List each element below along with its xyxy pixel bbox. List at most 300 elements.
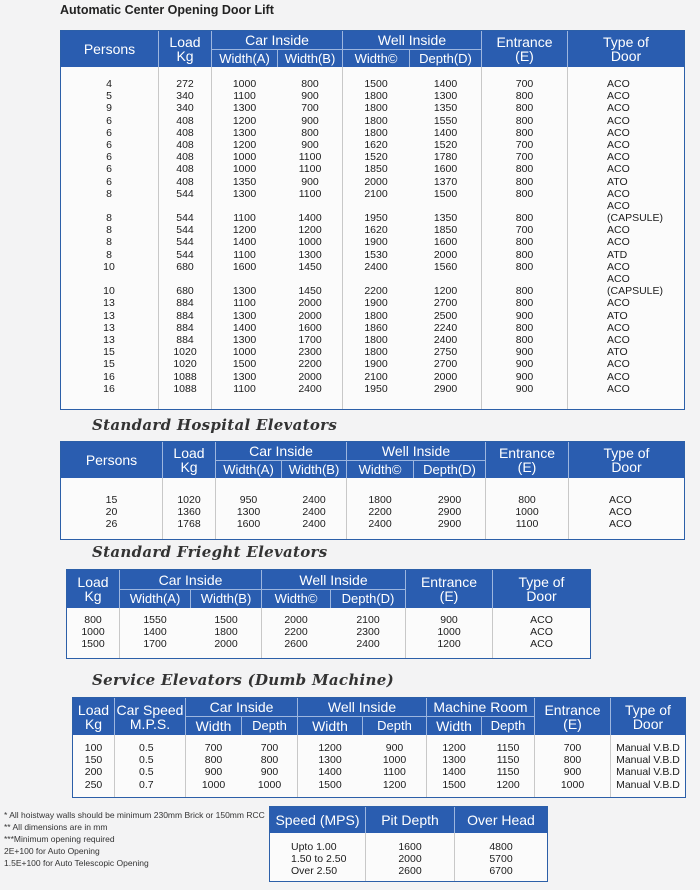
col-car-width <box>216 494 281 531</box>
table-cell: 1150 <box>496 742 520 754</box>
table-cell: 1350 <box>433 212 458 225</box>
table-cell: 900 <box>563 766 582 779</box>
table-cell: 1200 <box>442 742 466 754</box>
table-cell: 340 <box>176 102 194 115</box>
table-cell: 1020 <box>173 358 197 371</box>
table-cell: 2240 <box>433 321 458 334</box>
table-cell: 6 <box>106 138 112 151</box>
table-cell: 700 <box>515 224 534 237</box>
table-cell: ACO <box>607 151 630 164</box>
table-cell: 950 <box>239 494 258 506</box>
table-cell: 408 <box>176 163 194 176</box>
col-car-depth <box>282 494 346 531</box>
header-car-depth: Depth <box>252 718 287 733</box>
header-car-width-b: Width(B) <box>288 461 340 477</box>
table-cell: 1200 <box>232 224 257 237</box>
table-cell: ACO <box>607 126 630 139</box>
header-load: Load Kg <box>173 445 205 475</box>
table-header <box>61 442 684 478</box>
table-cell: 250 <box>84 778 103 791</box>
table-cell: 800 <box>515 90 534 103</box>
header-car-width-b: Width(B) <box>284 50 336 66</box>
table-cell: 1100 <box>383 766 406 779</box>
col-mr-depth <box>482 742 534 791</box>
table-cell: 2100 <box>364 187 388 200</box>
header-entrance: Entrance (E) <box>420 574 478 604</box>
table-cell: 1000 <box>232 346 257 359</box>
col-load <box>163 494 215 531</box>
table-cell: 10 <box>103 260 115 273</box>
table-cell: 800 <box>515 236 534 249</box>
table-cell: 16 <box>103 370 115 383</box>
col-door-type <box>607 78 683 395</box>
col-well-depth <box>363 742 426 791</box>
table-cell: 1300 <box>232 309 257 322</box>
header-load: Load Kg <box>77 574 109 604</box>
table-cell: 1900 <box>364 236 388 249</box>
header-well-inside: Well Inside <box>377 32 447 48</box>
col-car-depth <box>242 742 297 791</box>
table-cell: 0.5 <box>139 754 154 767</box>
table-cell <box>212 200 277 212</box>
col-door-type <box>609 494 679 531</box>
table-cell: Over 2.50 <box>291 865 338 878</box>
table-cell: (CAPSULE) <box>607 285 664 298</box>
table-cell: 1800 <box>364 90 388 103</box>
table-cell: 800 <box>515 102 534 115</box>
freight-elevators-title: Standard Frieght Elevators <box>92 543 328 561</box>
table-cell: ACO <box>607 297 630 310</box>
table-cell: 1350 <box>433 102 458 115</box>
col-well-width <box>343 78 409 395</box>
table-cell: 1600 <box>433 163 458 176</box>
col-load <box>73 742 114 791</box>
table-cell: 800 <box>84 614 102 626</box>
table-cell: 1500 <box>318 778 342 791</box>
freight-elevators-table <box>66 569 591 659</box>
table-cell: 1100 <box>233 212 256 225</box>
footnote: * All hoistway walls should be minimum 230mm Brick or 150mm RCC <box>4 810 265 820</box>
header-well-depth: Depth(D) <box>423 461 476 477</box>
table-cell: 800 <box>515 114 534 127</box>
table-cell: 1100 <box>298 163 322 176</box>
table-cell: 800 <box>515 175 534 188</box>
table-cell: 800 <box>515 126 534 139</box>
table-cell: 1530 <box>364 248 388 261</box>
table-cell: 2200 <box>284 626 308 639</box>
header-over-head: Over Head <box>467 812 535 828</box>
table-cell: 6 <box>106 175 112 188</box>
table-cell: 408 <box>176 175 194 188</box>
table-cell: 1300 <box>232 102 257 115</box>
table-cell: 150 <box>84 754 103 767</box>
table-cell: 2900 <box>437 518 462 531</box>
table-cell: 700 <box>515 78 534 90</box>
table-cell: 900 <box>301 138 319 151</box>
table-cell: 1200 <box>433 285 458 298</box>
table-cell: 1300 <box>298 248 322 261</box>
table-cell: 1000 <box>515 506 539 519</box>
table-cell: 1600 <box>236 518 261 531</box>
table-cell: 1300 <box>232 187 257 200</box>
table-cell: 2000 <box>298 309 322 322</box>
pit-overhead-table <box>269 806 548 882</box>
table-header <box>67 570 590 608</box>
header-entrance: Entrance (E) <box>498 445 556 475</box>
table-cell: 4 <box>106 78 112 90</box>
page-title: Automatic Center Opening Door Lift <box>60 3 274 17</box>
table-cell: ACO <box>607 358 630 371</box>
col-well-depth <box>414 494 485 531</box>
table-cell: 2900 <box>433 382 458 395</box>
table-cell: 700 <box>301 102 319 115</box>
table-cell: 800 <box>515 321 534 334</box>
col-car-depth <box>191 614 261 651</box>
header-mr-width: Width <box>436 718 472 734</box>
table-cell: 1900 <box>364 358 388 371</box>
table-cell: 1450 <box>298 260 322 273</box>
table-cell: 1100 <box>515 518 539 531</box>
col-well-depth <box>410 78 481 395</box>
table-cell: 1850 <box>433 224 458 237</box>
table-cell: 1200 <box>382 778 407 791</box>
table-cell: 5 <box>106 90 112 103</box>
table-cell: 1000 <box>382 754 407 767</box>
table-cell: 900 <box>204 766 223 779</box>
header-speed: Speed (MPS) <box>275 812 360 828</box>
table-cell: 1550 <box>143 614 167 626</box>
table-cell: ACO <box>607 260 630 273</box>
col-over-head <box>455 841 547 878</box>
table-cell: 1860 <box>364 321 388 334</box>
table-cell: 8 <box>106 236 112 249</box>
table-cell <box>343 200 409 212</box>
header-door-type: Type of Door <box>518 574 565 604</box>
table-cell: 408 <box>176 126 194 139</box>
table-cell: 900 <box>440 614 458 626</box>
header-well-inside: Well Inside <box>381 443 451 459</box>
table-cell: 1000 <box>232 78 257 90</box>
col-well-depth <box>331 614 405 651</box>
table-cell: 884 <box>176 333 194 346</box>
table-cell: 2000 <box>214 638 238 651</box>
table-cell: 800 <box>515 260 534 273</box>
table-cell: 6 <box>106 163 112 176</box>
table-cell: 1300 <box>232 285 257 298</box>
table-cell: 544 <box>176 236 194 249</box>
table-cell: 884 <box>176 309 194 322</box>
table-cell: 544 <box>176 224 194 237</box>
header-well-inside: Well Inside <box>299 571 368 588</box>
hospital-elevators-table <box>60 441 685 540</box>
col-pit-depth <box>366 841 454 878</box>
table-cell: 1400 <box>298 212 322 225</box>
table-cell: 13 <box>103 321 115 334</box>
footnote: 1.5E+100 for Auto Telescopic Opening <box>4 858 149 868</box>
header-load: Load Kg <box>169 34 201 64</box>
table-cell: ATO <box>607 346 628 359</box>
table-cell: 2100 <box>356 614 380 626</box>
table-cell: 2200 <box>368 506 392 519</box>
table-cell: 1500 <box>364 78 388 90</box>
table-cell: 1088 <box>173 382 197 395</box>
table-cell: 680 <box>176 285 194 298</box>
table-cell: ACO <box>607 114 630 127</box>
table-cell: 2000 <box>298 370 322 383</box>
col-entrance <box>535 742 610 791</box>
table-cell: ACO <box>530 614 553 626</box>
table-cell: 15 <box>103 346 115 359</box>
table-cell: 1300 <box>318 754 342 767</box>
table-cell: 1300 <box>236 506 261 519</box>
table-cell: 2200 <box>298 358 322 371</box>
table-cell: 800 <box>301 126 319 139</box>
table-cell: 1200 <box>437 638 461 651</box>
table-cell: 2100 <box>364 370 388 383</box>
table-cell: 900 <box>301 90 319 103</box>
table-cell: 20 <box>105 506 118 519</box>
table-cell: 884 <box>176 297 194 310</box>
table-cell: 1300 <box>433 90 458 103</box>
table-cell: 1350 <box>232 175 257 188</box>
table-cell: 1000 <box>437 626 461 639</box>
table-cell: 5700 <box>489 853 513 866</box>
table-cell: 15 <box>103 358 115 371</box>
table-cell: 0.5 <box>139 766 154 779</box>
table-cell: 1800 <box>368 494 392 506</box>
col-well-width <box>298 742 362 791</box>
table-cell: 1400 <box>143 626 167 639</box>
table-cell: 2700 <box>433 297 458 310</box>
table-cell: 800 <box>515 187 534 200</box>
header-car-width-a: Width(A) <box>129 591 181 606</box>
col-entrance <box>406 614 492 651</box>
table-cell: 1300 <box>232 126 257 139</box>
col-car-width <box>212 78 277 395</box>
footnote: 2E+100 for Auto Opening <box>4 846 100 856</box>
header-well-width: Width© <box>354 50 398 66</box>
table-cell: 800 <box>518 494 536 506</box>
service-elevators-table <box>72 697 686 798</box>
table-header <box>270 807 547 833</box>
table-cell: 1500 <box>442 778 466 791</box>
table-cell: 800 <box>515 248 534 261</box>
table-cell: 272 <box>176 78 194 90</box>
table-cell: 100 <box>84 742 103 754</box>
col-well-width <box>262 614 330 651</box>
table-cell: 1800 <box>364 126 388 139</box>
table-cell: 1600 <box>232 260 257 273</box>
table-cell: ATO <box>607 309 628 322</box>
table-cell: 1200 <box>496 778 520 791</box>
table-cell: Manual V.B.D <box>616 742 680 754</box>
table-cell: 1800 <box>364 102 388 115</box>
table-cell: 1600 <box>433 236 458 249</box>
table-cell: ACO <box>609 494 632 506</box>
table-cell: ACO <box>607 187 630 200</box>
header-car-speed: Car Speed M.P.S. <box>116 701 184 732</box>
table-cell: 1100 <box>233 90 256 103</box>
table-cell: 1000 <box>232 151 257 164</box>
header-well-width: Width© <box>358 461 402 477</box>
table-cell: 13 <box>103 333 115 346</box>
header-persons: Persons <box>83 41 136 57</box>
automatic-door-lift-table <box>60 30 685 410</box>
table-cell: 1400 <box>318 766 342 779</box>
table-cell: 800 <box>260 754 279 767</box>
table-cell <box>159 273 211 285</box>
table-cell: 800 <box>515 333 534 346</box>
table-cell: 2400 <box>302 506 326 519</box>
table-cell: 1000 <box>298 236 322 249</box>
table-cell: 1600 <box>398 841 422 853</box>
table-cell: 1800 <box>364 333 388 346</box>
header-car-inside: Car Inside <box>209 699 274 715</box>
table-cell: 6 <box>106 126 112 139</box>
table-cell: 1020 <box>173 346 197 359</box>
table-cell: 2700 <box>433 358 458 371</box>
table-cell: ACO <box>607 382 630 395</box>
table-cell: 2000 <box>364 175 388 188</box>
table-cell: 900 <box>515 346 534 359</box>
table-cell: ACO <box>609 518 632 531</box>
table-cell: 800 <box>204 754 223 767</box>
table-cell: 1520 <box>364 151 388 164</box>
table-cell: 1150 <box>496 766 520 779</box>
col-speed <box>291 841 365 878</box>
col-load <box>67 614 119 651</box>
table-cell: ACO <box>607 138 630 151</box>
col-car-width <box>120 614 190 651</box>
table-cell: 8 <box>106 224 112 237</box>
hospital-elevators-title: Standard Hospital Elevators <box>92 416 338 434</box>
table-cell: 1000 <box>257 778 282 791</box>
table-cell: ATO <box>607 175 628 188</box>
table-cell: 2400 <box>356 638 380 651</box>
col-car-depth <box>278 78 342 395</box>
table-cell: ACO <box>530 638 553 651</box>
table-header <box>61 31 684 67</box>
table-cell: ACO <box>609 506 632 519</box>
table-cell: 1500 <box>81 638 105 651</box>
table-cell <box>410 273 481 285</box>
header-well-depth: Depth(D) <box>341 591 395 606</box>
header-well-width: Width© <box>274 591 318 606</box>
table-cell: 1800 <box>214 626 238 639</box>
table-cell: 13 <box>103 297 115 310</box>
table-cell: 340 <box>176 90 194 103</box>
col-door-type <box>493 614 590 651</box>
header-well-depth: Depth <box>377 718 412 733</box>
table-cell: 1400 <box>433 78 458 90</box>
table-cell: 1560 <box>433 260 458 273</box>
table-cell: 1700 <box>298 333 322 346</box>
table-cell: 700 <box>204 742 223 754</box>
header-car-width-b: Width(B) <box>200 591 252 606</box>
table-cell: 16 <box>103 382 115 395</box>
table-cell: 1000 <box>81 626 105 639</box>
header-well-depth: Depth(D) <box>419 50 472 66</box>
table-cell: ACO <box>607 370 630 383</box>
table-cell: 1600 <box>298 321 322 334</box>
table-cell: 2900 <box>437 494 462 506</box>
table-cell: 900 <box>301 114 319 127</box>
table-cell: 1000 <box>201 778 226 791</box>
header-door-type: Type of Door <box>625 701 671 732</box>
header-well-width: Width <box>312 718 348 734</box>
table-cell: 2200 <box>364 285 388 298</box>
table-cell: 2400 <box>364 260 388 273</box>
table-cell: ACO <box>607 199 630 212</box>
table-cell: 2400 <box>302 518 326 531</box>
table-cell <box>482 273 567 285</box>
table-cell: 26 <box>105 518 118 531</box>
table-cell: 8 <box>106 248 112 261</box>
table-cell: 1520 <box>433 138 458 151</box>
table-cell <box>410 200 481 212</box>
header-entrance: Entrance (E) <box>496 34 553 64</box>
table-cell: 2600 <box>398 865 422 878</box>
table-cell: 1000 <box>560 778 585 791</box>
table-cell: 2750 <box>433 346 458 359</box>
table-cell: 1300 <box>442 754 466 767</box>
table-cell: 6 <box>106 151 112 164</box>
table-cell: 1800 <box>364 309 388 322</box>
table-cell: 1400 <box>232 236 257 249</box>
table-cell: 2400 <box>302 494 326 506</box>
table-cell: 900 <box>515 382 534 395</box>
header-well-inside: Well Inside <box>327 699 397 715</box>
table-cell: Upto 1.00 <box>291 841 337 853</box>
table-cell: ACO <box>607 102 630 115</box>
table-cell: 1620 <box>364 224 388 237</box>
table-cell: 884 <box>176 321 194 334</box>
table-cell: 1.50 to 2.50 <box>291 853 347 866</box>
table-cell: 1768 <box>177 518 201 531</box>
table-cell: ACO <box>607 224 630 237</box>
table-cell: 1950 <box>364 382 388 395</box>
table-cell: 1100 <box>233 297 256 310</box>
table-cell: 1800 <box>364 346 388 359</box>
table-cell: ACO <box>607 90 630 103</box>
table-cell: 1370 <box>433 175 458 188</box>
table-cell <box>343 273 409 285</box>
table-cell: 1900 <box>364 297 388 310</box>
table-cell: ACO <box>530 626 553 639</box>
table-cell: 800 <box>301 78 319 90</box>
table-cell: 2300 <box>298 346 322 359</box>
table-cell: 1200 <box>232 114 257 127</box>
table-cell: 200 <box>84 766 103 779</box>
table-cell: 1620 <box>364 138 388 151</box>
table-cell: 900 <box>301 175 319 188</box>
table-cell: 2500 <box>433 309 458 322</box>
service-elevators-title: Service Elevators (Dumb Machine) <box>92 671 395 689</box>
header-pit-depth: Pit Depth <box>381 812 439 828</box>
header-car-width-a: Width(A) <box>219 50 270 66</box>
table-cell: 0.5 <box>139 742 154 754</box>
col-entrance <box>486 494 568 531</box>
table-cell: 900 <box>515 370 534 383</box>
table-cell: 800 <box>515 212 534 225</box>
table-cell: 544 <box>176 187 194 200</box>
table-cell: 1100 <box>298 151 322 164</box>
table-cell <box>278 273 342 285</box>
table-cell: ACO <box>607 273 630 285</box>
table-cell: 1300 <box>232 333 257 346</box>
table-header <box>73 698 685 735</box>
table-cell: Manual V.B.D <box>616 778 680 791</box>
